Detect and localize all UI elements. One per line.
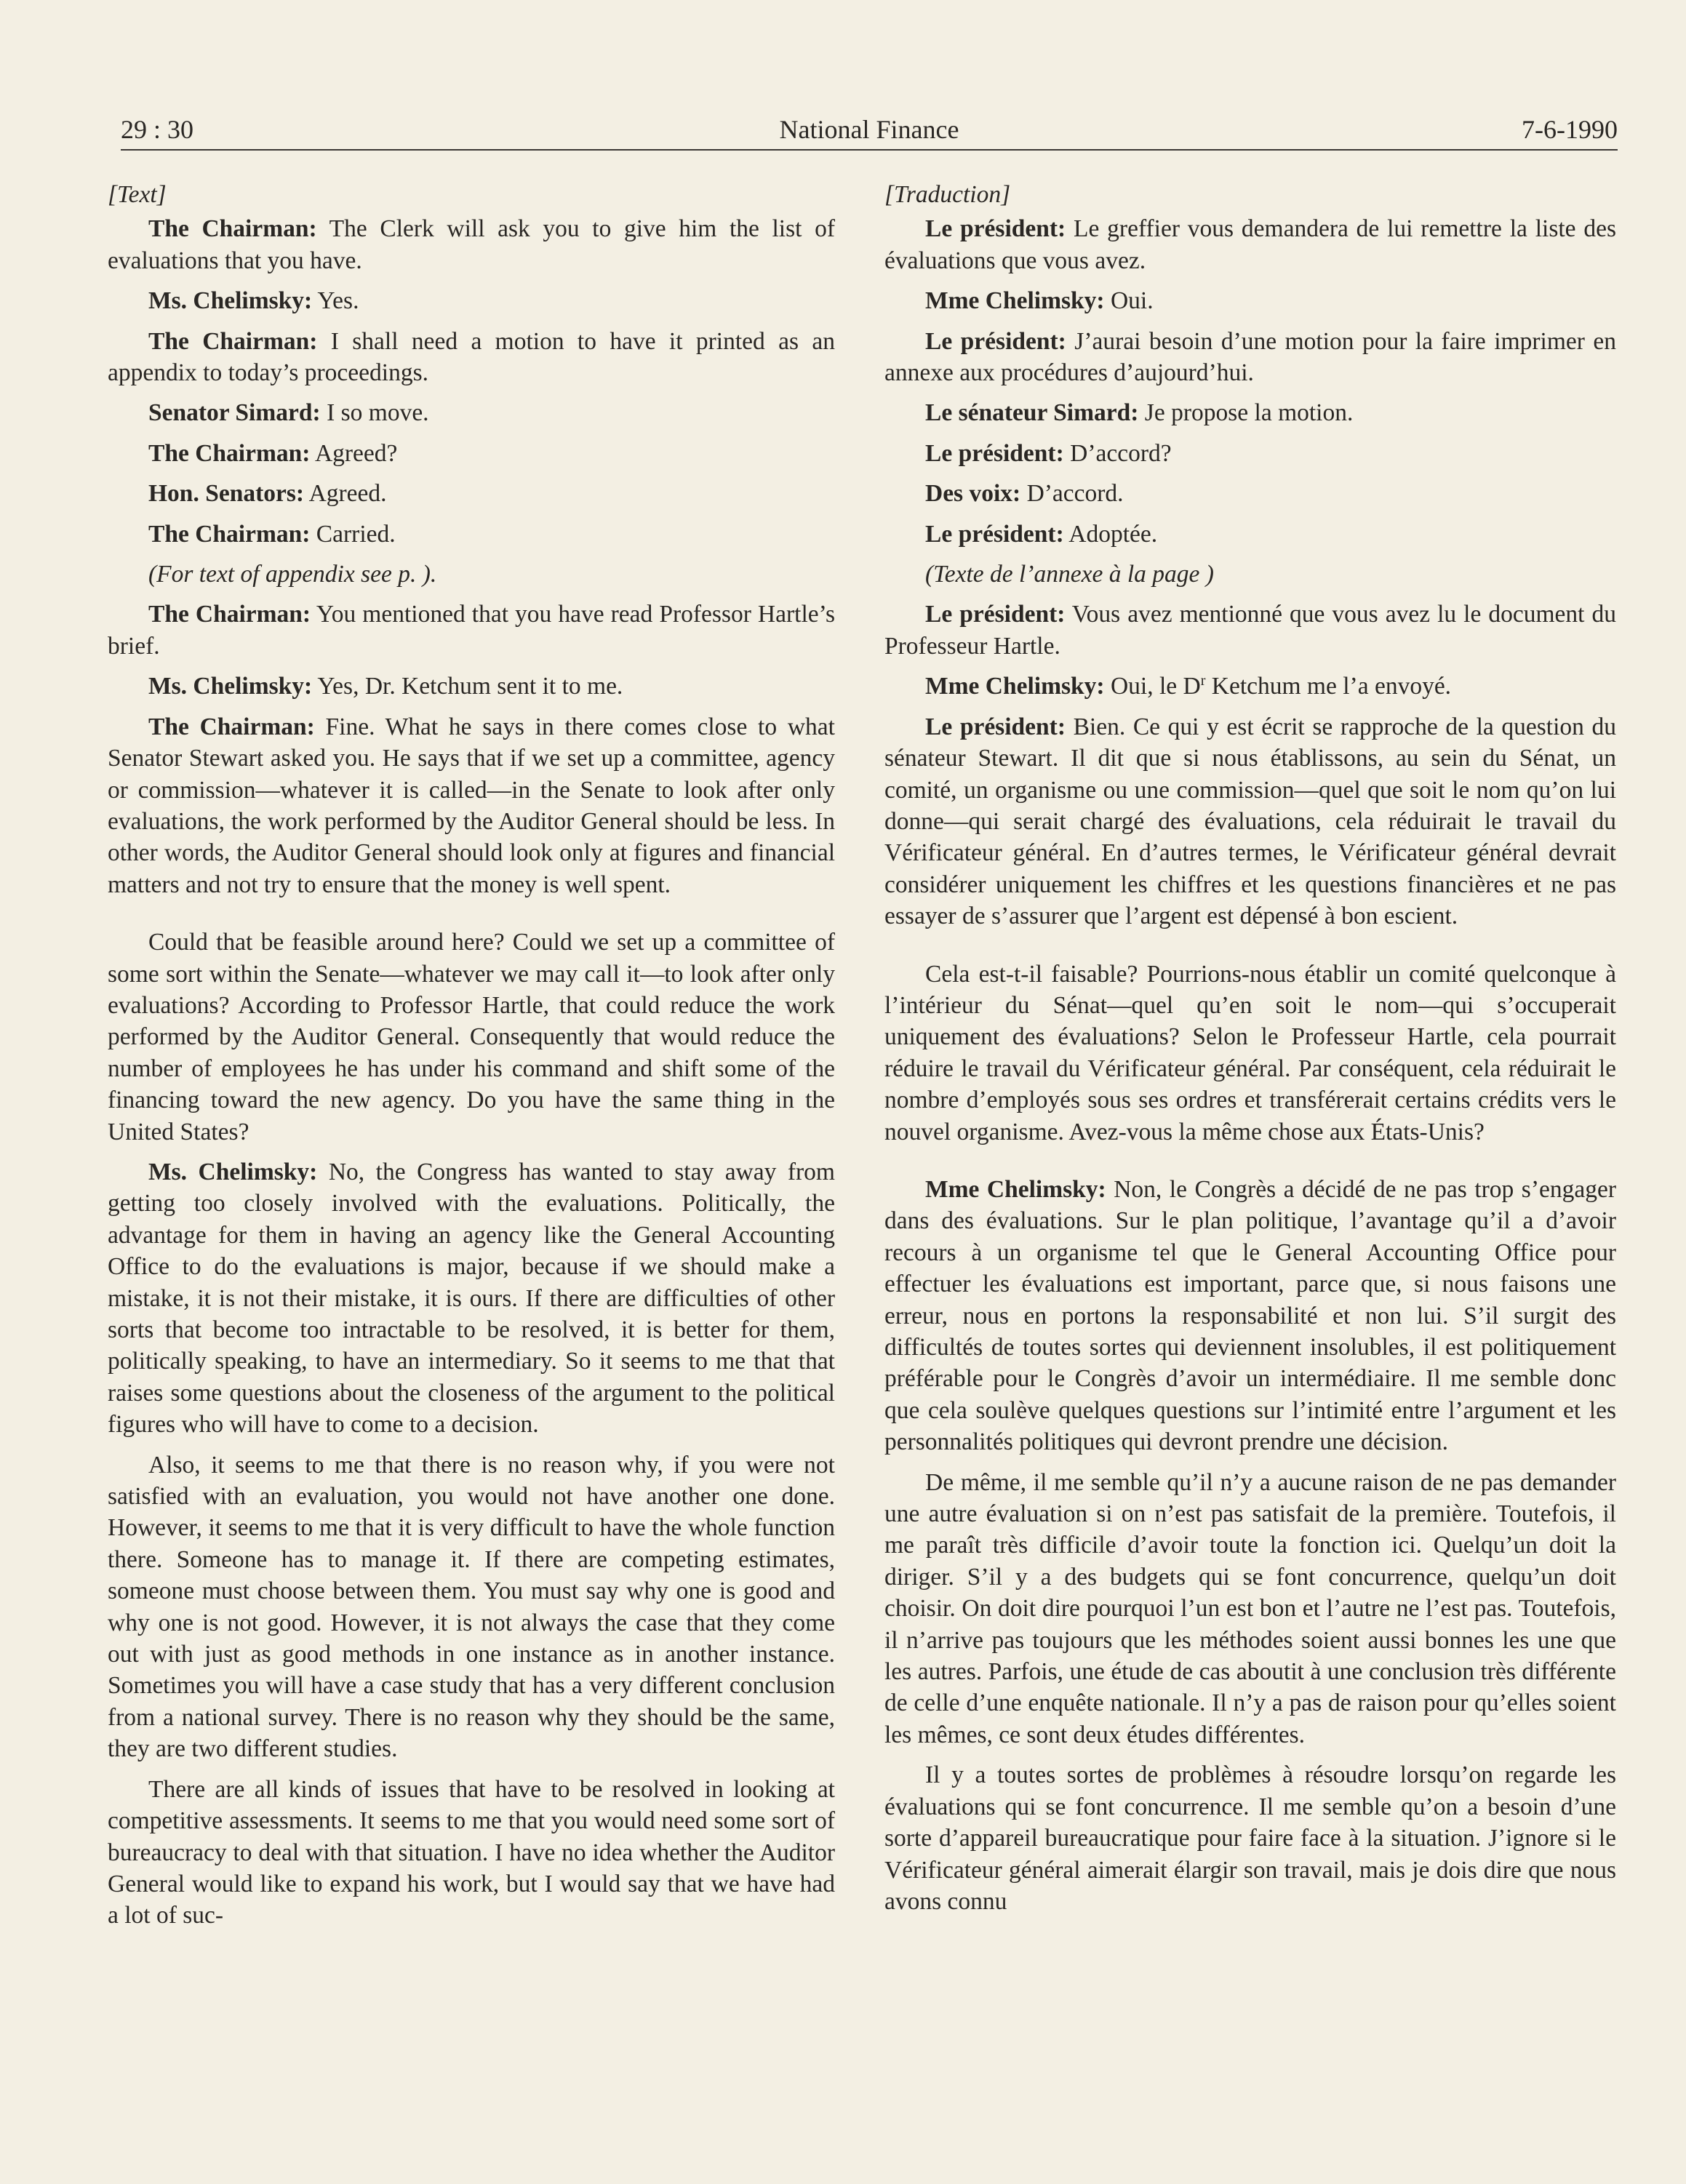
speaker-label: Ms. Chelimsky:	[148, 287, 313, 315]
page-number: 29 : 30	[121, 115, 194, 144]
page-date: 7-6-1990	[1522, 115, 1618, 144]
paragraph-text: Oui, le $D^r$ Ketchum me l’a envoyé.	[1104, 673, 1452, 700]
paragraph	[884, 519, 1616, 550]
speaker-label: Mme Chelimsky:	[925, 287, 1105, 315]
speaker-label: Ms. Chelimsky:	[148, 1158, 318, 1185]
paragraph-text: Agreed.	[304, 480, 387, 508]
speaker-label: Le président:	[925, 713, 1066, 740]
paragraph	[108, 1156, 835, 1441]
speaker-label: Le président:	[925, 327, 1066, 355]
paragraph-text: Il y a toutes sortes de problèmes à résoudre lorsqu’on regarde les évaluations qui se font concurrence. Il me semble qu’on a besoin d’une sorte d’appareil bureaucratique pour faire face à la situation. J’ignore si le Vérificateur général aimerait élargir son travail, mais je dois dire que nous avons connu	[884, 1761, 1616, 1915]
paragraph-text: Je propose la motion.	[1138, 399, 1354, 427]
paragraph	[884, 671, 1616, 702]
paragraph-text: There are all kinds of issues that have to be resolved in looking at competitive assessments. It seems to me that you would need some sort of bureaucracy to deal with that situation. I have no idea whether the Auditor General would like to expand his work, but I would say that we have had a lot of suc-	[108, 1775, 835, 1929]
paragraph-text: I shall need a motion to have it printed as an appendix to today’s proceedings.	[108, 327, 835, 387]
paragraph	[884, 397, 1616, 428]
paragraph-text: Carried.	[310, 520, 396, 548]
speaker-label: Le président:	[925, 439, 1064, 467]
paragraph	[884, 559, 1616, 590]
paragraph	[108, 326, 835, 389]
paragraph-text: Vous avez mentionné que vous avez lu le document du Professeur Hartle.	[884, 601, 1616, 660]
paragraph	[108, 285, 835, 316]
paragraph	[108, 519, 835, 550]
paragraph	[108, 599, 835, 662]
paragraph	[108, 397, 835, 428]
speaker-label: Le président:	[925, 215, 1066, 243]
english-column	[108, 179, 835, 1940]
paragraph	[108, 213, 835, 276]
speaker-label: The Chairman:	[148, 601, 311, 628]
paragraph	[108, 559, 835, 590]
speaker-label: Mme Chelimsky:	[925, 673, 1105, 700]
paragraph-text: I so move.	[320, 399, 429, 427]
header-rule	[121, 149, 1618, 151]
paragraph-text: You mentioned that you have read Professor Hartle’s brief.	[108, 601, 835, 660]
paragraph	[884, 326, 1616, 389]
paragraph	[884, 1174, 1616, 1458]
paragraph	[884, 711, 1616, 932]
paragraph	[108, 927, 835, 1148]
speaker-label: The Chairman:	[148, 215, 317, 243]
speaker-label: The Chairman:	[148, 713, 315, 740]
paragraph	[884, 438, 1616, 469]
french-column	[884, 179, 1616, 1926]
superscript: r	[1200, 673, 1206, 689]
paragraph-text: J’aurai besoin d’une motion pour la faire imprimer en annexe aux procédures d’aujourd’hui.	[884, 327, 1616, 387]
paragraph	[884, 213, 1616, 276]
paragraph-text: Could that be feasible around here? Could we set up a committee of some sort within the Senate—whatever we may call it—to look after only evaluations? According to Professor Hartle, that could reduce the work performed by the Auditor General. Consequently that would reduce the number of employees he has under his command and shift some of the financing toward the new agency. Do you have the same thing in the United States?	[108, 929, 835, 1145]
paragraph	[108, 1449, 835, 1765]
speaker-label: Des voix:	[925, 480, 1021, 508]
paragraph-text: D’accord.	[1020, 480, 1124, 508]
speaker-label: The Chairman:	[148, 327, 318, 355]
paragraph-text: Also, it seems to me that there is no reason why, if you were not satisfied with an evaluation, you would not have another one done. However, it seems to me that it is very difficult to have the whole function there. Someone has to manage it. If there are competing estimates, someone must choose between them. You must say why one is good and why one is not good. However, it is not always the case that they come out with just as good methods in one instance as in another instance. Sometimes you will have a case study that has a very different conclusion from a national survey. There is no reason why they should be the same, they are two different studies.	[108, 1451, 835, 1763]
paragraph	[884, 285, 1616, 316]
paragraph-text: Yes, Dr. Ketchum sent it to me.	[312, 673, 623, 700]
speaker-label: Mme Chelimsky:	[925, 1175, 1106, 1203]
paragraph-text: Cela est-t-il faisable? Pourrions-nous établir un comité quelconque à l’intérieur du Sénat—quel qu’en soit le nom—qui s’occuperait uniquement des évaluations? Selon le Professeur Hartle, cela pourrait réduire le travail du Vérificateur général. Par conséquent, cela réduirait le nombre d’employés sous ses ordres et transférerait certains crédits vers le nouvel organisme. Avez-vous la même chose aux États-Unis?	[884, 960, 1616, 1145]
paragraph-text: Oui.	[1104, 287, 1154, 315]
page-header	[121, 109, 1618, 150]
paragraph	[884, 478, 1616, 509]
speaker-label: Le président:	[925, 601, 1066, 628]
speaker-label: Ms. Chelimsky:	[148, 673, 313, 700]
paragraph-text: D’accord?	[1063, 439, 1172, 467]
paragraph-text: The Clerk will ask you to give him the list of evaluations that you have.	[108, 215, 835, 274]
speaker-label: The Chairman:	[148, 520, 311, 548]
paragraph	[884, 959, 1616, 1148]
speaker-label: Le sénateur Simard:	[925, 399, 1139, 427]
paragraph-text: Non, le Congrès a décidé de ne pas trop s’engager dans des évaluations. Sur le plan politique, l’avantage qu’il a d’avoir recours à un organisme tel que le General Accounting Office pour effectuer les évaluations est important, parce que, si nous faisons une erreur, nous en portons la responsabilité et non lui. S’il surgit des difficultés de toutes sortes qui deviennent insolubles, il est politiquement préférable pour le Congrès d’avoir un intermédiaire. Il me semble donc que cela soulève quelques questions sur l’intimité entre l’argument et les personnalités politiques qui devront prendre une décision.	[884, 1175, 1616, 1456]
page-title: National Finance	[779, 115, 959, 144]
section-tag: [Text]	[108, 181, 167, 208]
paragraph	[108, 711, 835, 900]
paragraph	[884, 1467, 1616, 1751]
paragraph-text: Adoptée.	[1063, 520, 1158, 548]
paragraph-text: No, the Congress has wanted to stay away from getting too closely involved with the evaluations. Politically, the advantage for them in having an agency like the General Accounting Office to do the evaluations is major, because if we should make a mistake, it is not their mistake, it is ours. If there are difficulties of other sorts that become too intractable to be resolved, it is better for them, politically speaking, to have an intermediary. So it seems to me that that raises some questions about the closeness of the argument to the political figures who will have to come to a decision.	[108, 1158, 835, 1439]
paragraph-text: (For text of appendix see p. ).	[148, 561, 437, 588]
paragraph	[108, 478, 835, 509]
speaker-label: Le président:	[925, 520, 1064, 548]
paragraph-text: De même, il me semble qu’il n’y a aucune raison de ne pas demander une autre évaluation si on n’est pas satisfait de la première. Toutefois, il me paraît très difficile d’avoir toute la fonction ici. Quelqu’un doit la diriger. S’il y a des budgets qui se font concurrence, quelqu’un doit choisir. On doit dire pourquoi l’un est bon et l’autre ne l’est pas. Toutefois, il n’arrive pas toujours que les méthodes soient aussi bonnes les une que les autres. Parfois, une étude de cas aboutit à une conclusion très différente de celle d’une enquête nationale. Il n’y a pas de raison pour qu’elles soient les mêmes, ce sont deux études différentes.	[884, 1468, 1616, 1748]
speaker-label: Hon. Senators:	[148, 480, 305, 508]
paragraph-text: Bien. Ce qui y est écrit se rapproche de la question du sénateur Stewart. Il dit que si nous établissons, au sein du Sénat, un comité, un organisme ou une commission—quel que soit le nom qu’on lui donne—qui serait chargé des évaluations, cela réduirait le travail du Vérificateur général. En d’autres termes, le Vérificateur général devrait considérer uniquement les chiffres et les questions financières et ne pas essayer de s’assurer que l’argent est dépensé à bon escient.	[884, 713, 1617, 930]
paragraph	[108, 1774, 835, 1932]
paragraph-text: Yes.	[312, 287, 359, 315]
speaker-label: The Chairman:	[148, 439, 311, 467]
paragraph	[108, 671, 835, 702]
speaker-label: Senator Simard:	[148, 399, 321, 427]
paragraph	[884, 599, 1616, 662]
paragraph-text: Agreed?	[310, 439, 398, 467]
paragraph-text: Le greffier vous demandera de lui remettre la liste des évaluations que vous avez.	[884, 215, 1617, 274]
section-tag: [Traduction]	[884, 181, 1011, 208]
paragraph	[108, 438, 835, 469]
paragraph	[884, 1759, 1616, 1917]
paragraph-text: (Texte de l’annexe à la page )	[925, 561, 1214, 588]
paragraph-text: Fine. What he says in there comes close to what Senator Stewart asked you. He says that if we set up a committee, agency or commission—whatever it is called—in the Senate to look after only evaluations, the work performed by the Auditor General should be less. In other words, the Auditor General should look only at figures and financial matters and not try to ensure that the money is well spent.	[108, 713, 835, 898]
